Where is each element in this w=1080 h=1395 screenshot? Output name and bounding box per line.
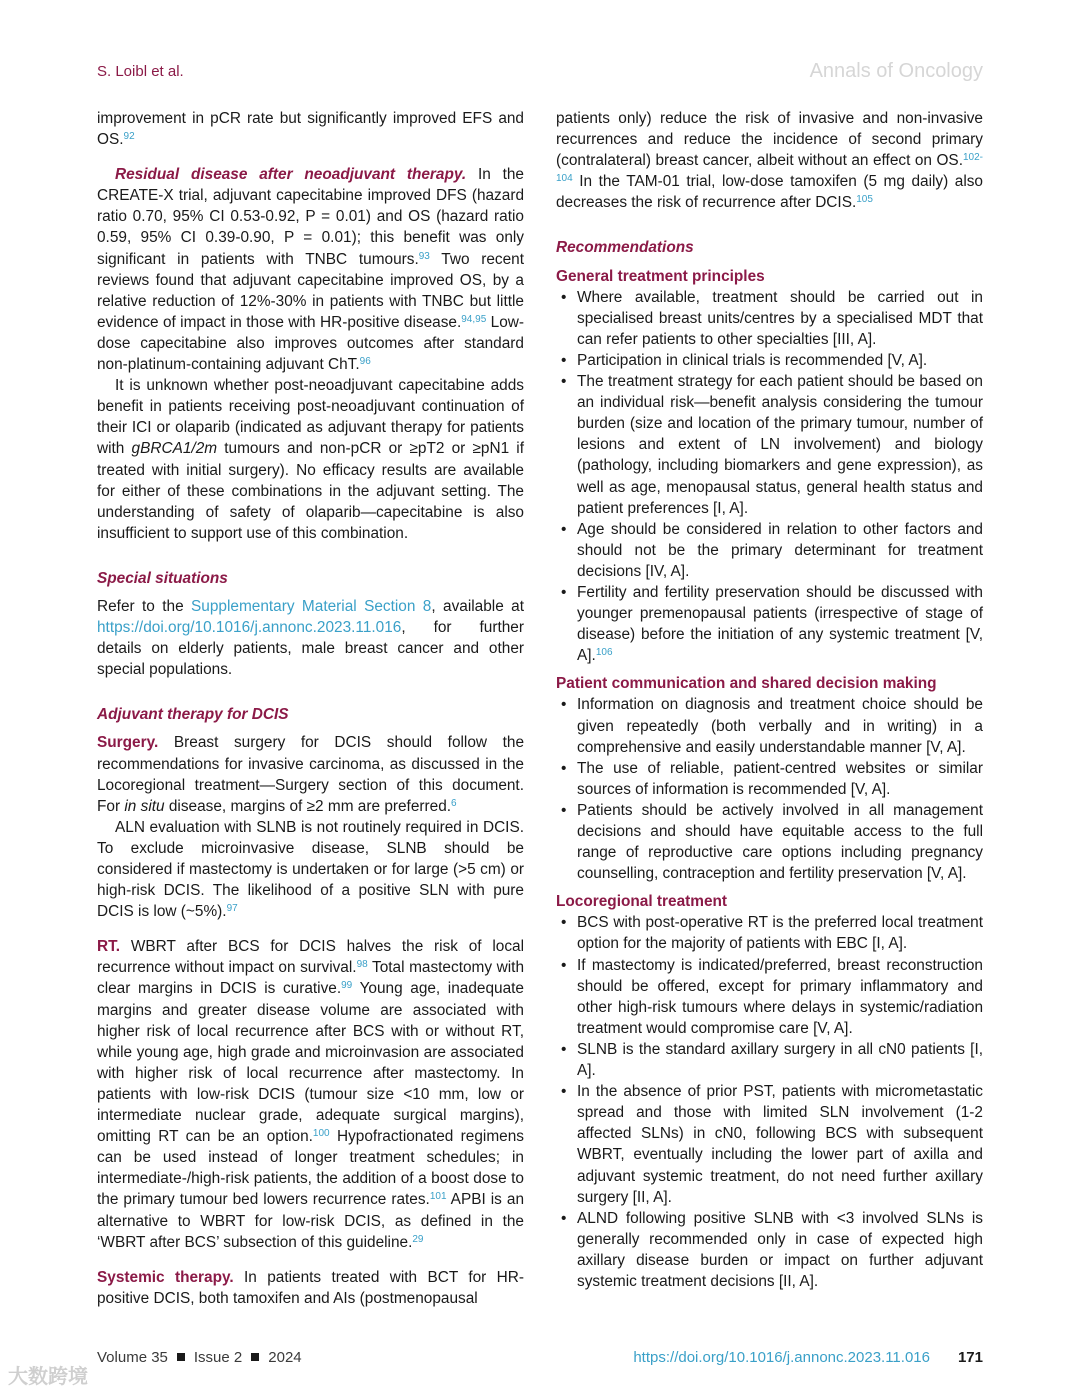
locoregional-list bbox=[556, 912, 983, 1292]
citation[interactable]: 6 bbox=[451, 797, 457, 809]
running-author: S. Loibl et al. bbox=[97, 63, 184, 80]
paragraph-rt: RT. WBRT after BCS for DCIS halves the risk of local recurrence without impact on survival.$^{98}$ Total mastectomy with clear margins in DCIS is curative.$^{99}$ Young age, inadequate margins and greater disease volume are associated with higher risk of local recurrence after BCS with or without RT, while young age, high grade and microinvasion are associated with higher risk of local recurrence after mastectomy. In patients with low-risk DCIS (tumour size <10 mm, low or intermediate nuclear grade, adequate surgical margins), omitting RT can be an option.$^{100}$ Hypofractionated regimens can be used instead of longer treatment schedules; in intermediate-/high-risk patients, the addition of a boost dose to the primary tumour bed lowers recurrence rates.$^{101}$ APBI is an alternative to WBRT for low-risk DCIS, as defined in the ‘WBRT after BCS’ subsection of this guideline.$^{29}$ bbox=[97, 938, 524, 1251]
supplementary-link[interactable]: Supplementary Material Section 8 bbox=[191, 597, 432, 615]
subheading-general: General treatment principles bbox=[556, 267, 765, 285]
paragraph-pcr: improvement in pCR rate but significantly improved EFS and OS.$^{92}$ bbox=[97, 110, 524, 149]
list-item: • Fertility and fertility preservation should be discussed with younger premenopausal patients (irrespective of stage of disease) before the initiation of any systemic treatment [V, A].$^{106}$ bbox=[556, 582, 983, 666]
citation[interactable]: 29 bbox=[412, 1233, 424, 1245]
list-item: • The use of reliable, patient-centred websites or similar sources of information is recommended [V, A]. bbox=[556, 758, 983, 800]
general-principles-list bbox=[556, 287, 983, 667]
left-column bbox=[97, 108, 524, 1309]
watermark: 大数跨境 bbox=[8, 1366, 88, 1388]
section-heading-dcis: Adjuvant therapy for DCIS bbox=[97, 706, 289, 724]
paragraph-systemic-cont: patients only) reduce the risk of invasive and non-invasive recurrences and reduce the incidence of second primary (contralateral) breast cancer, albeit without an effect on OS.$^{102-104}$ In the TAM-01 trial, low-dose tamoxifen (5 mg daily) also decreases the risk of recurrence after DCIS.$^{105}$ bbox=[556, 110, 983, 212]
section-heading-recommendations: Recommendations bbox=[556, 239, 694, 257]
citation[interactable]: 100 bbox=[312, 1128, 330, 1140]
citation[interactable]: 105 bbox=[856, 194, 873, 206]
subheading-communication: Patient communication and shared decision making bbox=[556, 675, 937, 693]
run-in-heading: Residual disease after neoadjuvant therapy. bbox=[115, 166, 467, 184]
doi-link[interactable]: https://doi.org/10.1016/j.annonc.2023.11.016 bbox=[97, 619, 402, 637]
list-item: • SLNB is the standard axillary surgery in all cN0 patients [I, A]. bbox=[556, 1039, 983, 1081]
list-item: • Information on diagnosis and treatment choice should be given repeatedly (both verbally and in writing) in a comprehensive and easily understandable manner [V, A]. bbox=[556, 694, 983, 757]
paragraph-systemic: Systemic therapy. In patients treated with BCT for HR-positive DCIS, both tamoxifen and AIs (postmenopausal bbox=[97, 1268, 524, 1307]
list-item: • In the absence of prior PST, patients with micrometastatic spread and those with limited SLN involvement (1-2 affected SLNs) in cN0, following BCS with subsequent WBRT, eventually including the lower part of axilla and adjuvant systemic treatment, do not need further axillary surgery [II, A]. bbox=[556, 1081, 983, 1208]
citation[interactable]: 99 bbox=[341, 980, 353, 992]
footer-doi-link[interactable]: https://doi.org/10.1016/j.annonc.2023.11.016 bbox=[633, 1349, 930, 1366]
citation[interactable]: 102-104 bbox=[556, 152, 983, 185]
separator-square bbox=[251, 1353, 259, 1361]
citation[interactable]: 92 bbox=[123, 131, 135, 143]
section-heading-special: Special situations bbox=[97, 569, 228, 587]
list-item: • BCS with post-operative RT is the preferred local treatment option for the majority of patients with EBC [I, A]. bbox=[556, 912, 983, 954]
paragraph-aln: ALN evaluation with SLNB is not routinely required in DCIS. To exclude microinvasive disease, SLNB should be considered if mastectomy is undertaken or for large (>5 cm) or high-risk DCIS. The likelihood of a positive SLN with pure DCIS is low (~5%).$^{97}$ bbox=[97, 818, 524, 921]
paragraph-residual-disease: Residual disease after neoadjuvant therapy. In the CREATE-X trial, adjuvant capecitabine improved DFS (hazard ratio 0.70, 95% CI 0.53-0.92, P = 0.01) and OS (hazard ratio 0.59, 95% CI 0.39-0.90, P = 0.01); this benefit was only significant in patients with TNBC tumours.$^{93}$ Two recent reviews found that adjuvant capecitabine improved OS, by a relative reduction of 12%-30% in patients with TNBC but little evidence of impact in those with HR-positive disease.$^{94,95}$ Low-dose capecitabine also improves outcomes after standard non-platinum-containing adjuvant ChT.$^{96}$ bbox=[97, 166, 525, 374]
list-item: • If mastectomy is indicated/preferred, breast reconstruction should be offered, except for primary inflammatory and other high-risk tumours where delays in systemic/radiation treatment would compromise care [V, A]. bbox=[556, 955, 983, 1039]
list-item: • Participation in clinical trials is recommended [V, A]. bbox=[556, 350, 983, 371]
citation[interactable]: 97 bbox=[226, 903, 238, 915]
separator-square bbox=[177, 1353, 185, 1361]
citation[interactable]: 98 bbox=[356, 959, 368, 971]
citation[interactable]: 106 bbox=[595, 647, 613, 659]
footer-doi-page bbox=[633, 1349, 983, 1366]
citation[interactable]: 94,95 bbox=[461, 313, 487, 325]
list-item: • The treatment strategy for each patient should be based on an individual risk—benefit analysis considering the tumour burden (size and location of the primary tumour, number of lesions and extent of LN involvement) and biology (pathology, including biomarkers and gene expression), as well as age, menopausal status, general health status and patient preferences [I, A]. bbox=[556, 371, 983, 519]
page-number: 171 bbox=[957, 1349, 983, 1366]
communication-list bbox=[556, 694, 983, 884]
list-item: • Age should be considered in relation to other factors and should not be the primary determinant for treatment decisions [IV, A]. bbox=[556, 519, 983, 582]
journal-name: Annals of Oncology bbox=[809, 60, 983, 82]
list-item: • Where available, treatment should be carried out in specialised breast units/centres by a specialised MDT that can refer patients to other specialties [III, A]. bbox=[556, 287, 983, 350]
right-column bbox=[556, 108, 983, 1292]
subheading-locoregional: Locoregional treatment bbox=[556, 893, 728, 911]
paragraph-special: Refer to the Supplementary Material Section 8, available at https://doi.org/10.1016/j.annonc.2023.11.016, for further details on elderly patients, male breast cancer and other special populations. bbox=[97, 597, 524, 679]
citation[interactable]: 101 bbox=[429, 1191, 447, 1203]
list-item: • Patients should be actively involved in all management decisions and should have equitable access to the full range of reproductive care options including pregnancy counselling, contraception and fertility preservation [V, A]. bbox=[556, 800, 983, 884]
citation[interactable]: 93 bbox=[418, 250, 430, 262]
citation[interactable]: 96 bbox=[359, 356, 371, 368]
paragraph-capecitabine: It is unknown whether post-neoadjuvant capecitabine adds benefit in patients receiving post-neoadjuvant continuation of their ICI or olaparib (indicated as adjuvant therapy for patients with gBRCA1/2m tumours and non-pCR or ≥pT2 or ≥pN1 if treated with initial surgery). No efficacy results are available for either of these combinations in the adjuvant setting. The understanding of safety of olaparib—capecitabine is also insufficient to support use of this combination. bbox=[97, 377, 524, 542]
footer-issue-info: Volume 35 Issue 2 2024 bbox=[97, 1349, 302, 1366]
paragraph-surgery: Surgery. Breast surgery for DCIS should follow the recommendations for invasive carcinoma, as discussed in the Locoregional treatment—Surgery section of this document. For in situ disease, margins of ≥2 mm are preferred.$^6$ bbox=[97, 734, 524, 815]
list-item: • ALND following positive SLNB with <3 involved SLNs is generally recommended only in case of expected high axillary disease burden or impact on further adjuvant systemic treatment decisions [II, A]. bbox=[556, 1208, 983, 1292]
